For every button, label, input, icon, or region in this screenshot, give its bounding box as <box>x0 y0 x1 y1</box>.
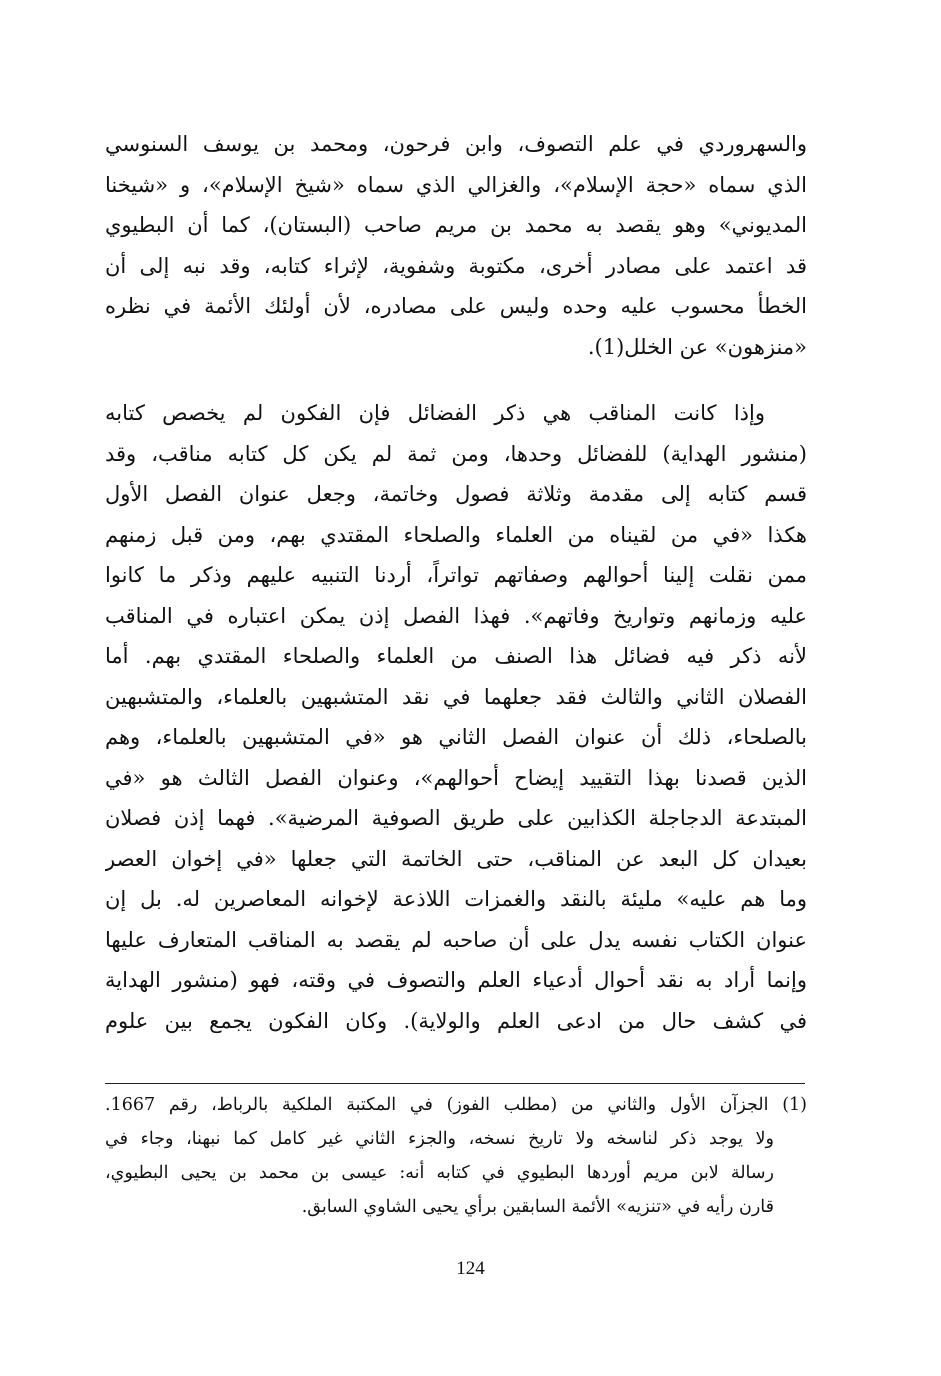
text-line: قد اعتمد على مصادر أخرى، مكتوبة وشفوية، لإثراء كتابه، وقد نبه إلى أن <box>105 253 807 278</box>
text-line: المديوني» وهو يقصد به محمد بن مريم صاحب (البستان)، كما أن البطيوي <box>105 213 807 237</box>
text-line: هكذا «في من لقيناه من العلماء والصلحاء المقتدي بهم، ومن قبل زمنهم <box>105 522 807 547</box>
text-line: (منشور الهداية) للفضائل وحدها، ومن ثمة لم يكن كل كتابه مناقب، وقد <box>105 441 807 466</box>
footnote-line: (1) الجزآن الأول والثاني من (مطلب الفوز) في المكتبة الملكية بالرباط، رقم 1667. <box>105 1095 807 1115</box>
text-line: وإنما أراد به نقد أحوال أدعياء العلم والتصوف في وقته، فهو (منشور الهداية <box>105 968 807 992</box>
text-line: الخطأ محسوب عليه وحده وليس على مصادره، لأن أولئك الأئمة في نظره <box>105 294 807 318</box>
text-line: الذي سماه «حجة الإسلام»، والغزالي الذي سماه «شيخ الإسلام»، و «شيخنا <box>105 172 807 197</box>
text-line: وإذا كانت المناقب هي ذكر الفضائل فإن الفكون لم يخصص كتابه <box>105 401 765 425</box>
text-line: عليه وزمانهم وتواريخ وفاتهم». فهذا الفصل إذن يمكن اعتباره في المناقب <box>105 603 807 628</box>
text-line: الفصلان الثاني والثالث فقد جعلهما في نقد المتشبهين بالعلماء، والمتشبهين <box>105 684 807 709</box>
text-line: والسهروردي في علم التصوف، وابن فرحون، ومحمد بن يوسف السنوسي <box>105 132 807 156</box>
text-line: قسم كتابه إلى مقدمة وثلاثة فصول وخاتمة، وجعل عنوان الفصل الأول <box>105 482 807 506</box>
text-line: الذين قصدنا بهذا التقييد إيضاح أحوالهم»، وعنوان الفصل الثالث هو «في <box>105 765 807 790</box>
footnote-divider <box>105 1083 805 1084</box>
text-line: عنوان الكتاب نفسه يدل على أن صاحبه لم يقصد به المناقب المتعارف عليها <box>105 927 807 952</box>
text-line: «منزهون» عن الخلل(1). <box>587 334 807 359</box>
footnote-line: قارن رأيه في «تنزيه» الأئمة السابقين برأي يحيى الشاوي السابق. <box>301 1197 774 1217</box>
text-line: المبتدعة الدجاجلة الكذابين على طريق الصوفية المرضية». فهما إذن فصلان <box>105 806 807 830</box>
body-text <box>105 124 807 1041</box>
text-line: وما هم عليه» مليئة بالنقد والغمزات اللاذعة لإخوانه المعاصرين له. بل إن <box>105 887 807 911</box>
paragraph-1 <box>105 124 807 367</box>
footnote-line: رسالة لابن مريم أوردها البطيوي في كتابه أنه: عيسى بن محمد بن يحيى البطيوي، <box>105 1163 774 1183</box>
text-line: بالصلحاء، ذلك أن عنوان الفصل الثاني هو «في المتشبهين بالعلماء، وهم <box>105 725 807 749</box>
footnotes <box>105 1088 807 1224</box>
text-line: ممن نقلت إلينا أحوالهم وصفاتهم تواتراً، أردنا التنبيه عليهم وذكر ما كانوا <box>105 563 807 587</box>
text-line: لأنه ذكر فيه فضائل هذا الصنف من العلماء والصلحاء المقتدي بهم. أما <box>105 644 807 668</box>
paragraph-spacer <box>105 367 807 393</box>
text-line: في كشف حال من ادعى العلم والولاية). وكان الفكون يجمع بين علوم <box>105 1008 807 1033</box>
paragraph-2 <box>105 393 807 1041</box>
footnote-line: ولا يوجد ذكر لناسخه ولا تاريخ نسخه، والجزء الثاني غير كامل كما نبهنا، وجاء في <box>105 1129 774 1149</box>
page-number: 124 <box>456 1258 485 1279</box>
text-line: بعيدان كل البعد عن المناقب، حتى الخاتمة التي جعلها «في إخوان العصر <box>105 846 807 871</box>
